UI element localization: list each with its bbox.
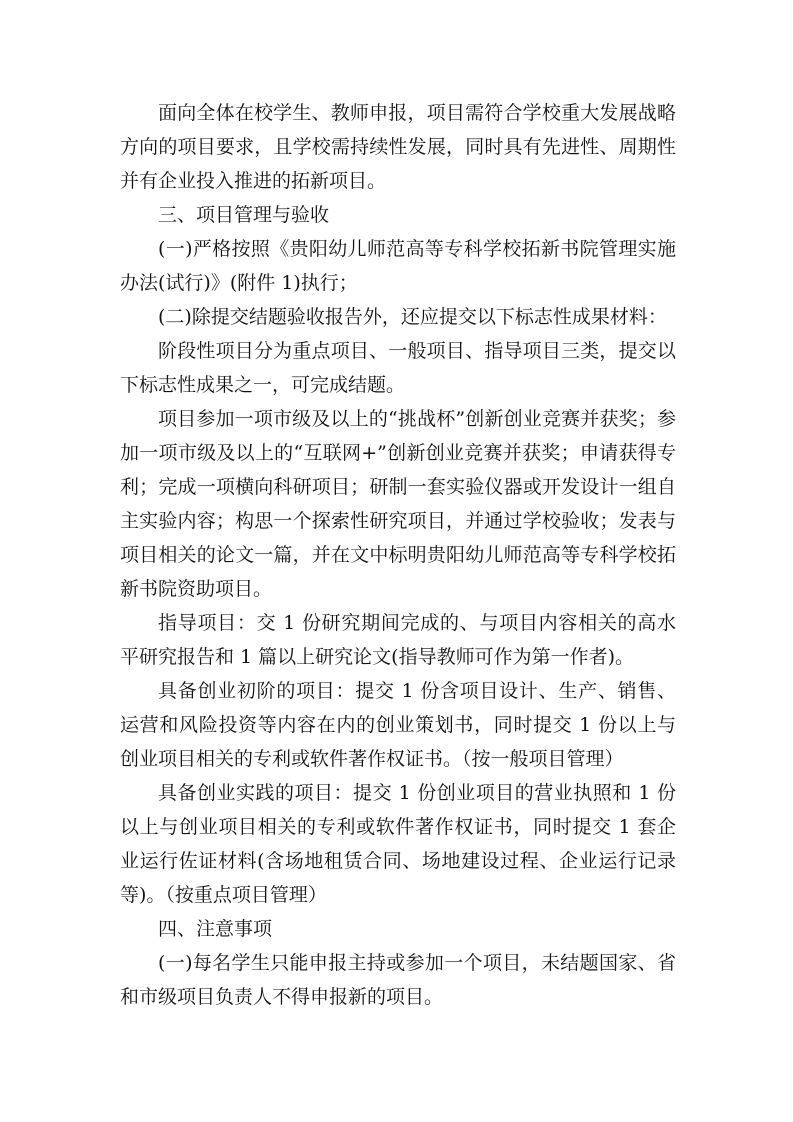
paragraph-project-categories: 阶段性项目分为重点项目、一般项目、指导项目三类，提交以下标志性成果之一，可完成结题。 bbox=[120, 340, 676, 396]
heading-section-4: 四、注意事项 bbox=[158, 918, 273, 940]
paragraph-startup-practice: 具备创业实践的项目：提交 1 份创业项目的营业执照和 1 份以上与创业项目相关的专利或软件著作权证书，同时提交 1 套企业运行佐证材料(含场地租赁合同、场地建设过程、企业运行记录等)。（按重点项目管理） bbox=[120, 782, 676, 906]
paragraph-guidance-project: 指导项目：交 1 份研究期间完成的、与项目内容相关的高水平研究报告和 1 篇以上研究论文(指导教师可作为第一作者)。 bbox=[120, 612, 676, 668]
paragraph-key-achievements: 项目参加一项市级及以上的“挑战杯”创新创业竞赛并获奖；参加一项市级及以上的“互联网+”创新创业竞赛并获奖；申请获得专利；完成一项横向科研项目；研制一套实验仪器或开发设计一组自主实验内容；构思一个探索性研究项目，并通过学校验收；发表与项目相关的论文一篇，并在文中标明贵阳幼儿师范高等专科学校拓新书院资助项目。 bbox=[120, 408, 676, 600]
paragraph-eligibility: 面向全体在校学生、教师申报，项目需符合学校重大发展战略方向的项目要求，且学校需持续性发展，同时具有先进性、周期性并有企业投入推进的拓新项目。 bbox=[120, 102, 676, 192]
paragraph-startup-initial: 具备创业初阶的项目：提交 1 份含项目设计、生产、销售、运营和风险投资等内容在内的创业策划书，同时提交 1 份以上与创业项目相关的专利或软件著作权证书。（按一般项目管理） bbox=[120, 680, 676, 770]
document-body bbox=[120, 96, 676, 1014]
heading-section-3: 三、项目管理与验收 bbox=[158, 204, 330, 226]
paragraph-notice-1: (一)每名学生只能申报主持或参加一个项目，未结题国家、省和市级项目负责人不得申报新的项目。 bbox=[120, 952, 676, 1008]
paragraph-management-rule: (一)严格按照《贵阳幼儿师范高等专科学校拓新书院管理实施办法(试行)》(附件 1)执行； bbox=[120, 238, 676, 294]
paragraph-submission-rule: (二)除提交结题验收报告外，还应提交以下标志性成果材料： bbox=[158, 306, 667, 328]
